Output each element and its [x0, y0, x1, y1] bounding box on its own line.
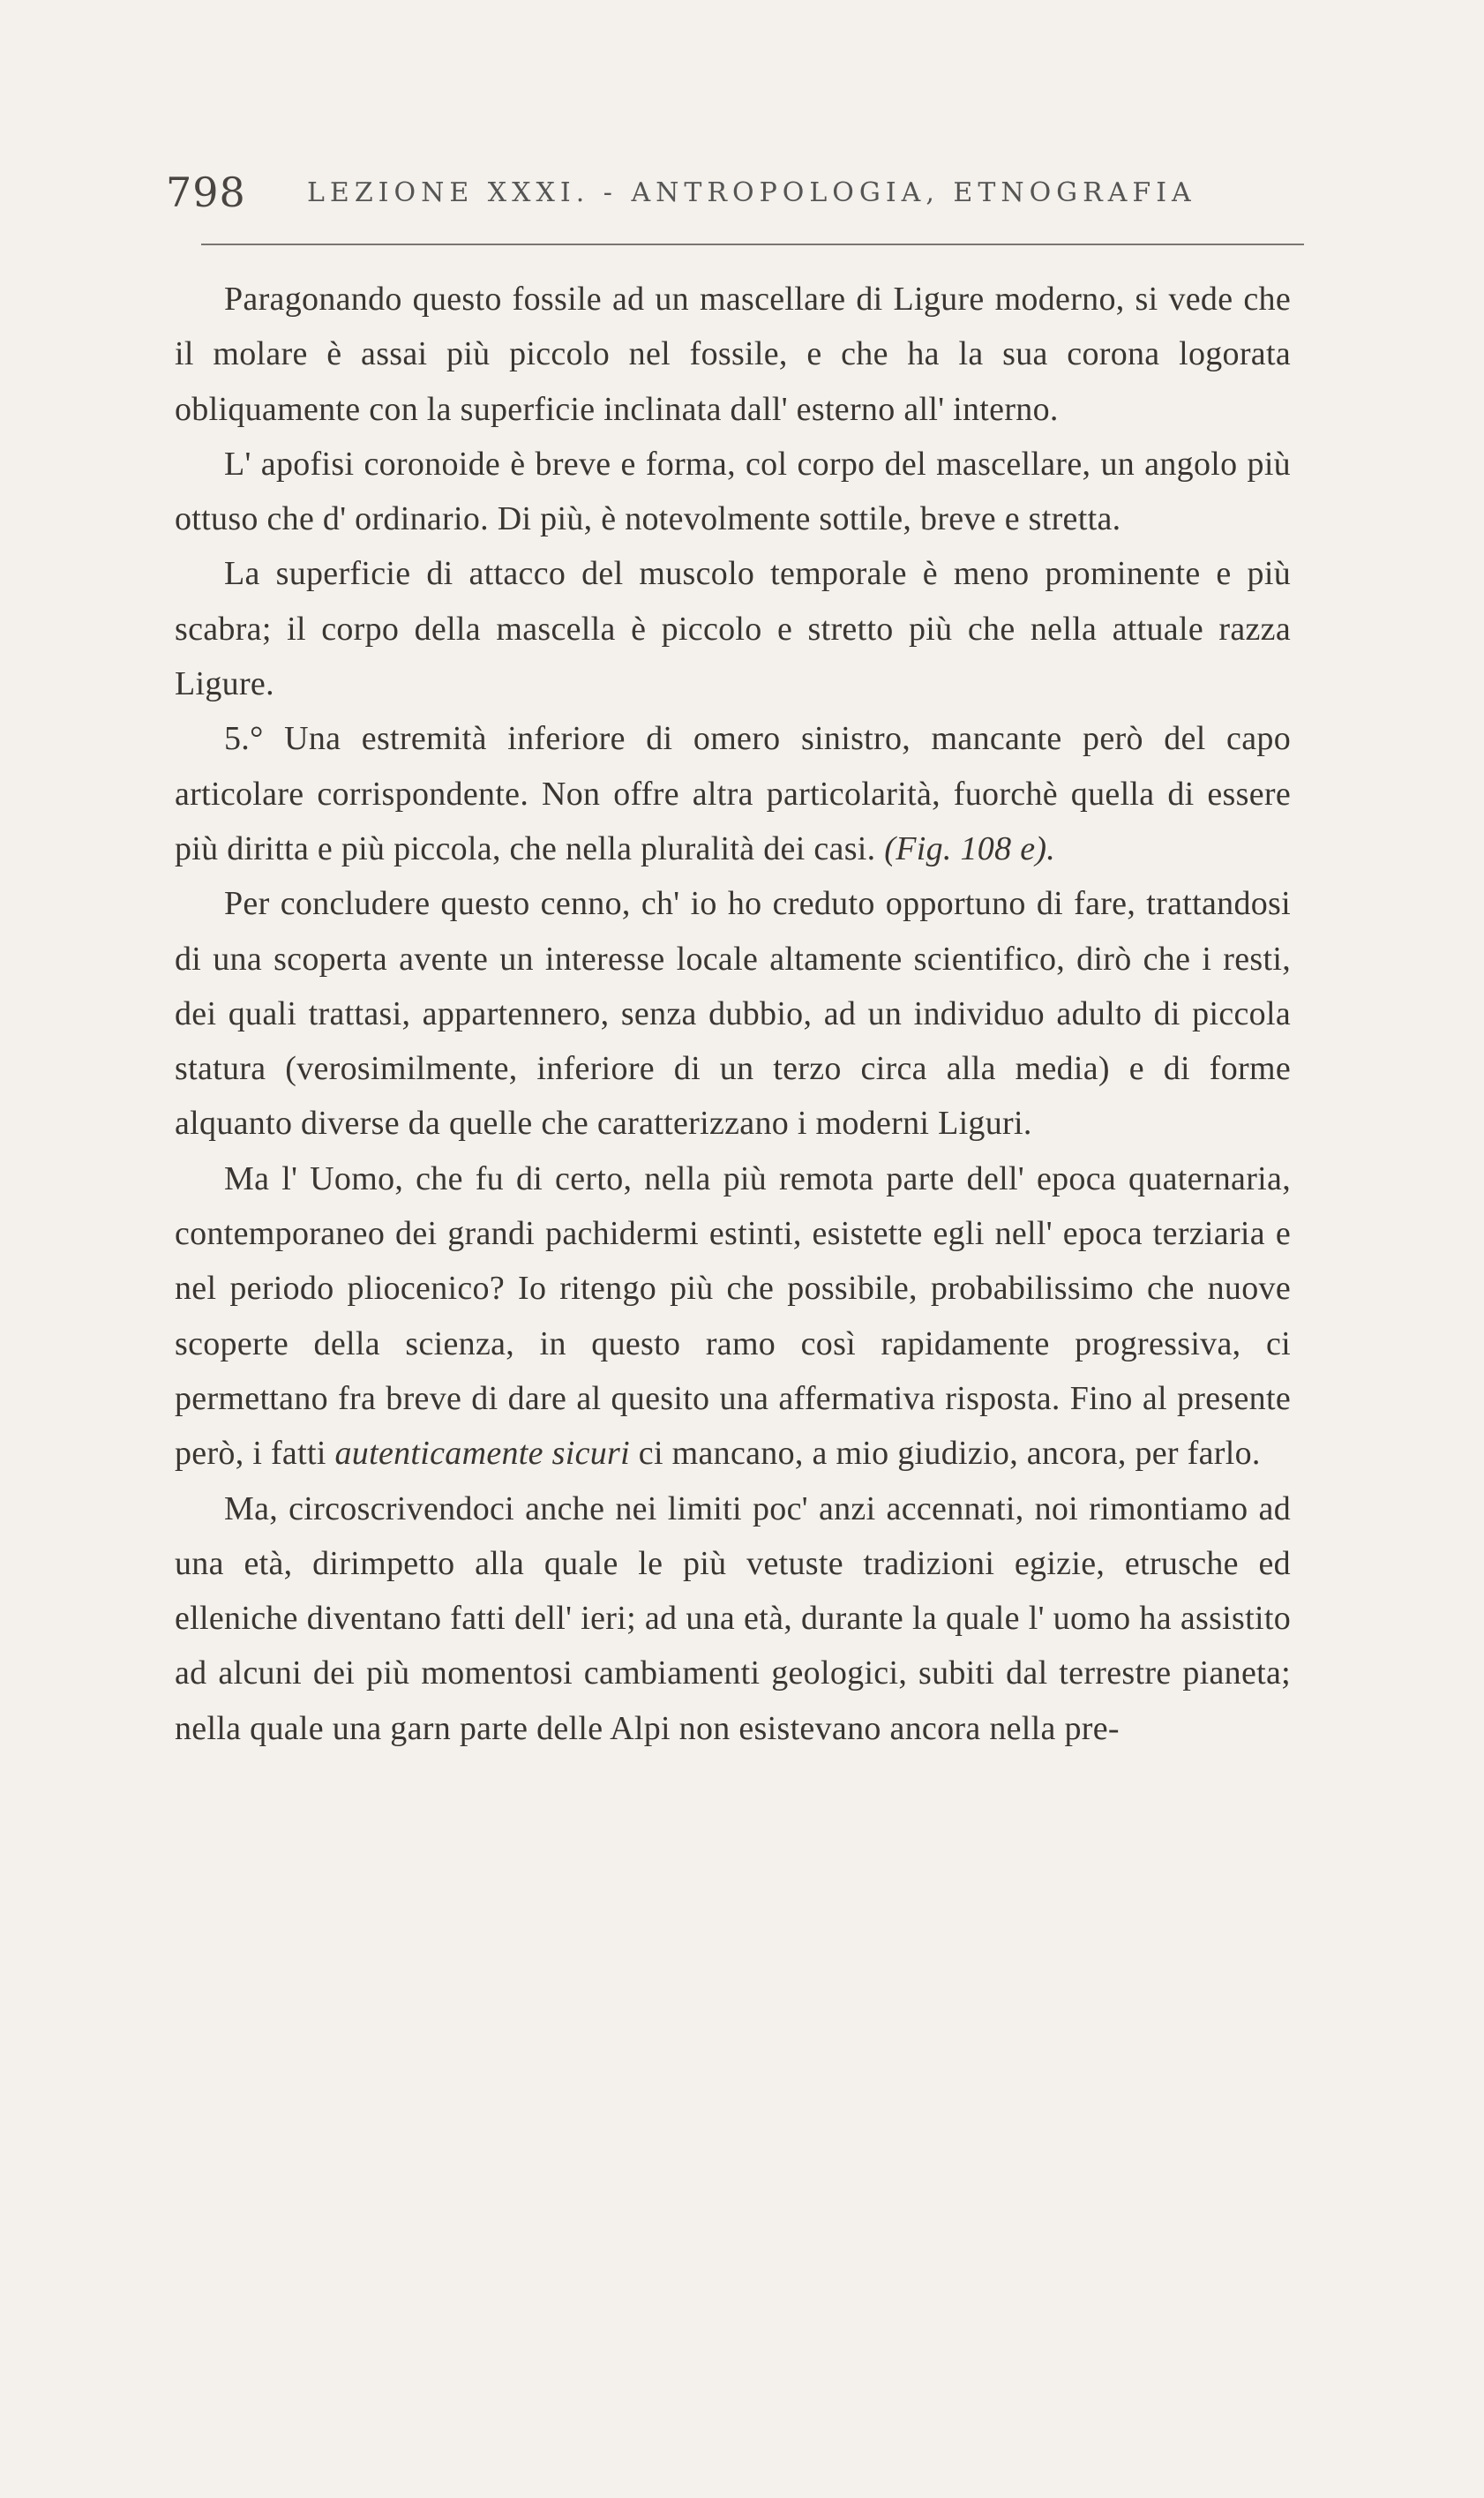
paragraph-2: L' apofisi coronoide è breve e forma, col corpo del mascellare, un angolo più ottuso che d' ordinario. Di più, è notevolmente sottile, breve e stretta. — [175, 445, 1291, 538]
page-header — [166, 166, 1304, 219]
paragraph-6-text-a: Ma l' Uomo, che fu di certo, nella più remota parte dell' epoca quaternaria, contemporaneo dei grandi pachidermi estinti, esistette egli nell' epoca terziaria e nel periodo pliocenico? Io ritengo più che possibile, probabilissimo che nuove scoperte della scienza, in questo ramo così rapidamente progressiva, ci permettano fra breve di dare al quesito una affermativa risposta. Fino al presente però, i fatti — [175, 1159, 1291, 1473]
page-number: 798 — [166, 169, 246, 216]
paragraph-7: Ma, circoscrivendoci anche nei limiti poc' anzi accennati, noi rimontiamo ad una età, dirimpetto alla quale le più vetuste tradizioni egizie, etrusche ed elleniche diventano fatti dell' ieri; ad una età, durante la quale l' uomo ha assistito ad alcuni dei più momentosi cambiamenti geologici, subiti dal terrestre pianeta; nella quale una garn parte delle Alpi non esistevano ancora nella pre- — [175, 1489, 1291, 1747]
paragraph-6 — [175, 1151, 1291, 1482]
paragraph-1: Paragonando questo fossile ad un mascellare di Ligure moderno, si vede che il molare è assai più piccolo nel fossile, e che ha la sua corona logorata obliquamente con la superficie inclinata dall' esterno all' interno. — [175, 281, 1291, 428]
paragraph-4-text: 5.° Una estremità inferiore di omero sinistro, mancante però del capo articolare corrispondente. Non offre altra particolarità, fuorchè quella di essere più diritta e più piccola, che nella pluralità dei casi. — [175, 720, 1291, 867]
paragraph-4 — [175, 711, 1291, 876]
running-head: LEZIONE XXXI. - ANTROPOLOGIA, ETNOGRAFIA — [307, 176, 1196, 208]
figure-reference: (Fig. 108 e). — [884, 829, 1056, 867]
header-rule — [201, 244, 1304, 245]
paragraph-3: La superficie di attacco del muscolo temporale è meno prominente e più scabra; il corpo della mascella è piccolo e stretto più che nella attuale razza Ligure. — [175, 555, 1291, 703]
emphasized-phrase: autenticamente sicuri — [334, 1435, 630, 1473]
paragraph-5: Per concludere questo cenno, ch' io ho creduto opportuno di fare, trattandosi di una scoperta avente un interesse locale altamente scientifico, dirò che i resti, dei quali trattasi, appartennero, senza dubbio, ad un individuo adulto di piccola statura (verosimilmente, inferiore di un terzo circa alla media) e di forme alquanto diverse da quelle che caratterizzano i moderni Liguri. — [175, 885, 1291, 1143]
body-text — [175, 272, 1291, 1756]
paragraph-6-text-b: ci mancano, a mio giudizio, ancora, per farlo. — [638, 1435, 1261, 1473]
